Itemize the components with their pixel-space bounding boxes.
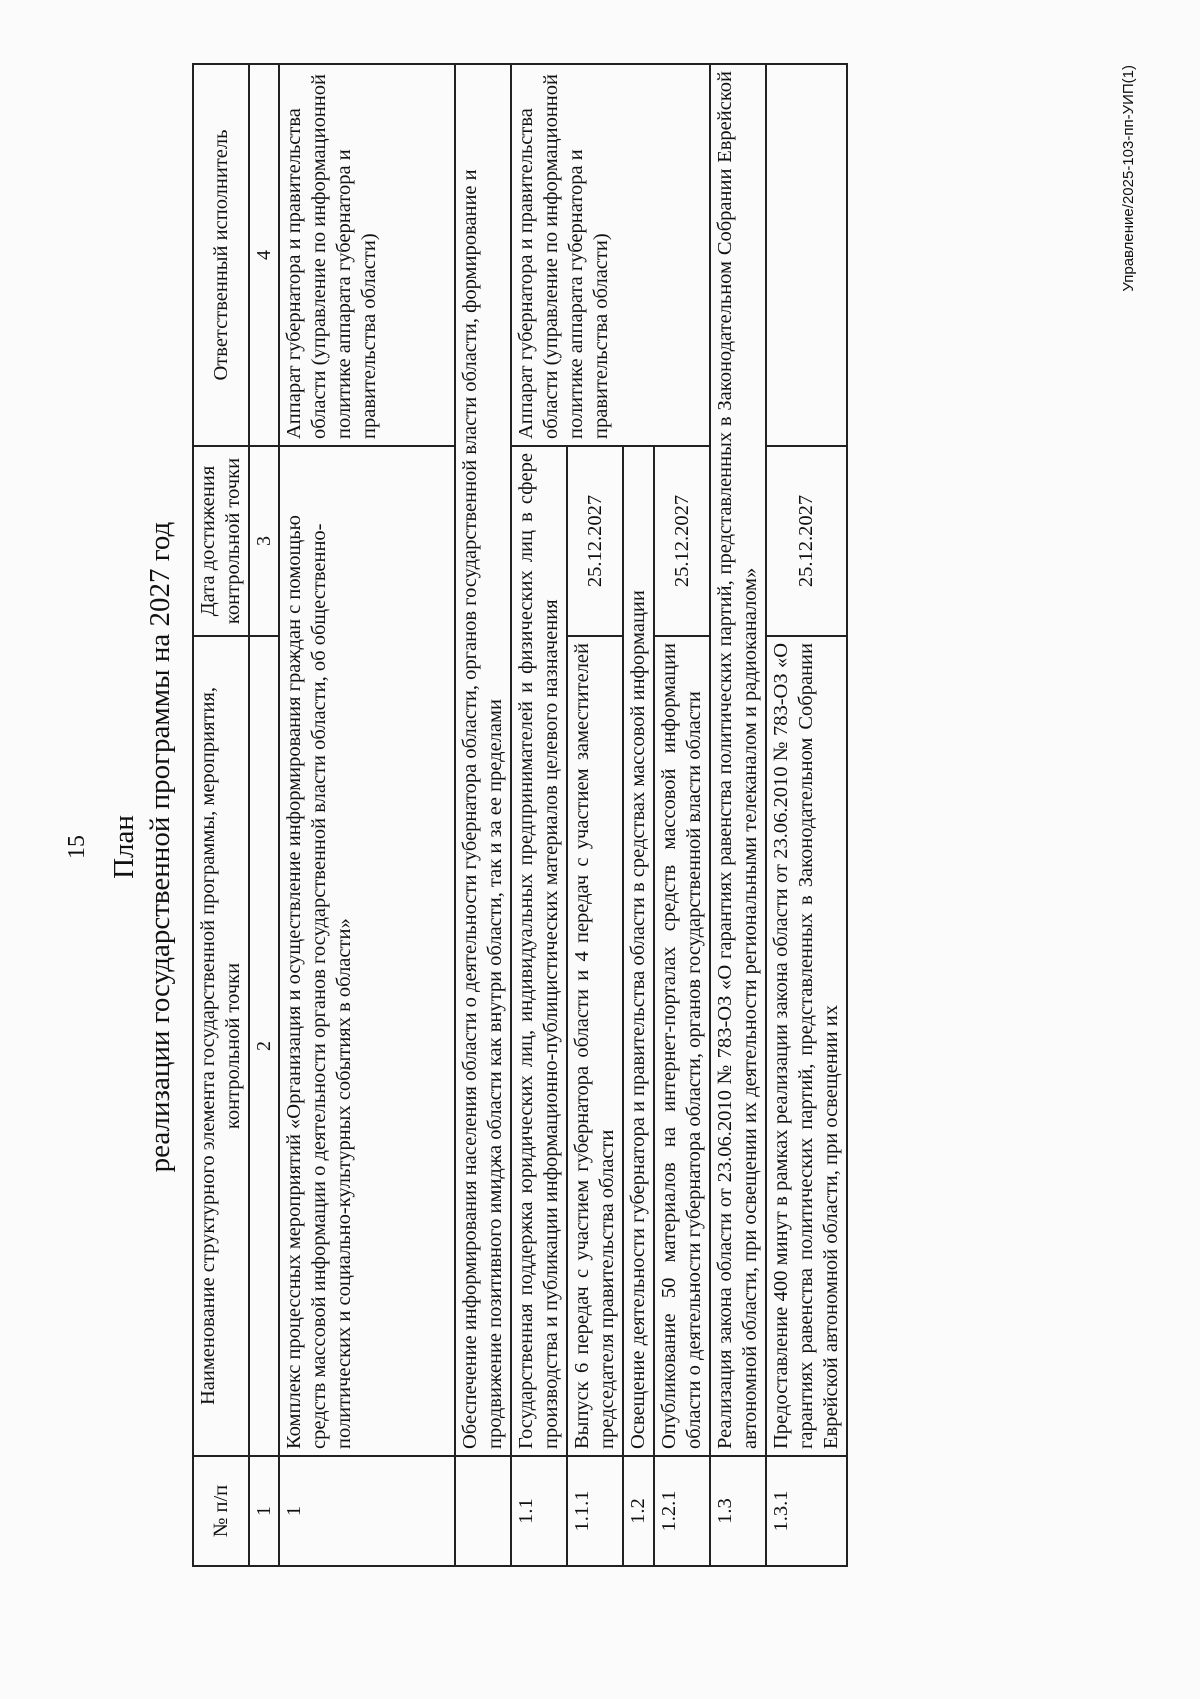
row-name: Государственная поддержка юридических лиц, индивидуальных предпринимателей и физических лиц в сфере производства и публикации информационно-публицистических материалов целевого назначения [511, 446, 567, 1456]
header-responsible: Ответственный исполнитель [193, 64, 249, 446]
header-name: Наименование структурного элемента государственной программы, мероприятия, контрольной точки [193, 636, 249, 1456]
row-name: Освещение деятельности губернатора и правительства области в средствах массовой информации [623, 446, 654, 1456]
rotated-document-page [52, 47, 1148, 1647]
row-number: 1.3 [710, 1456, 766, 1566]
row-date: 25.12.2027 [654, 446, 710, 636]
row-name: Опубликование 50 материалов на интернет-порталах средств массовой информации области о деятельности губернатора области, органов государственной власти области [654, 636, 710, 1456]
table-row [766, 64, 847, 1566]
row-number: 1 [279, 1456, 455, 1566]
column-number: 3 [249, 446, 279, 636]
column-number-row [249, 64, 279, 1566]
column-number: 4 [249, 64, 279, 446]
row-name: Выпуск 6 передач с участием губернатора области и 4 передач с участием заместителей председателя правительства области [567, 636, 623, 1456]
header-number: № п/п [193, 1456, 249, 1566]
table-row [710, 64, 766, 1566]
row-number: 1.2.1 [654, 1456, 710, 1566]
row-number: 1.3.1 [766, 1456, 847, 1566]
row-name: Комплекс процессных мероприятий «Организация и осуществление информирования граждан с помощью средств массовой информации о деятельности органов государственной власти области, об общественно-политических и социально-культурных событиях в области» [279, 446, 455, 1456]
document-code: Управление/2025-103-пп-УИП(1) [1120, 65, 1137, 292]
row-number [455, 1456, 511, 1566]
page-title: План [108, 815, 140, 879]
row-date: 25.12.2027 [567, 446, 623, 636]
row-name: Реализация закона области от 23.06.2010 № 783-ОЗ «О гарантиях равенства политических партий, представленных в Законодательном Собрании Еврейской автономной области, при освещении их деятельности региональными телеканалом и радиоканалом» [710, 64, 766, 1456]
table-header-row [193, 64, 249, 1566]
column-number: 2 [249, 636, 279, 1456]
page-subtitle: реализации государственной программы на 2027 год [144, 521, 176, 1173]
row-date: 25.12.2027 [766, 446, 847, 636]
table-row [455, 64, 511, 1566]
row-number: 1.2 [623, 1456, 654, 1566]
column-number: 1 [249, 1456, 279, 1566]
header-date: Дата достижения контрольной точки [193, 446, 249, 636]
row-responsible-empty [766, 64, 847, 446]
row-number: 1.1.1 [567, 1456, 623, 1566]
row-responsible: Аппарат губернатора и правительства области (управление по информационной политике аппарата губернатора и правительства области) [511, 64, 710, 446]
page-number: 15 [64, 835, 90, 859]
plan-table [192, 63, 848, 1567]
goal-text: Обеспечение информирования населения области о деятельности губернатора области, органов государственной власти области, формирование и продвижение позитивного имиджа области как внутри области, так и за ее пределами [455, 64, 511, 1456]
table-row [279, 64, 455, 1566]
table-row [511, 64, 567, 1566]
row-name: Предоставление 400 минут в рамках реализации закона области от 23.06.2010 № 783-ОЗ «О гарантиях равенства политических партий, представленных в Законодательном Собрании Еврейской автономной области, при освещении их [766, 636, 847, 1456]
row-number: 1.1 [511, 1456, 567, 1566]
row-responsible: Аппарат губернатора и правительства области (управление по информационной политике аппарата губернатора и правительства области) [279, 64, 455, 446]
